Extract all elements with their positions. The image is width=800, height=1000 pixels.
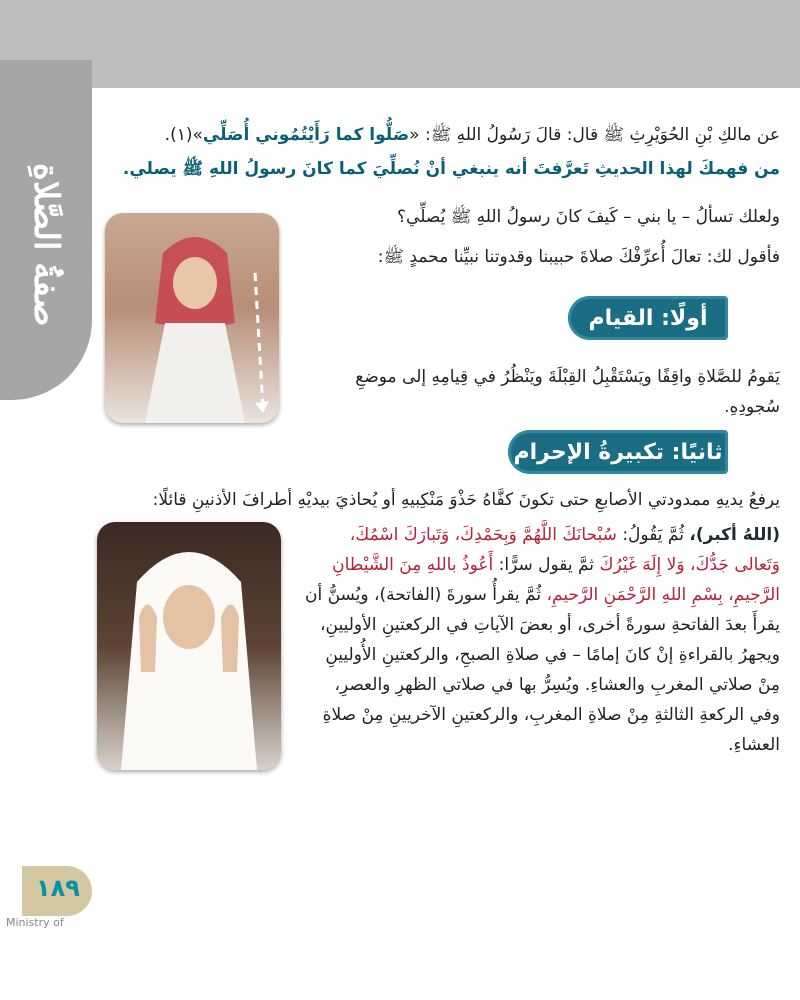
section1-title: أولًا: القيام (568, 296, 728, 340)
opening-dua: سُبْحانَكَ اللَّهُمَّ وَبِحَمْدِكَ، وَتَبارَكَ اسْمُكَ، وَتَعالى جَدُّكَ، وَلا إِلَهَ غَيْرُكَ (349, 525, 780, 575)
hadith-line (110, 120, 780, 150)
standing-boy-photo (105, 213, 279, 423)
section2-rest1: ثُمَّ يقرأُ سورةَ (الفاتحة)، ويُسنُّ أن يقرأَ بعدَ الفاتحةِ سورةً أخرى، أو بعضَ الآياتِ في الركعتينِ الأوليينِ، ويجهرُ بالقراءةِ إنْ كانَ إمامًا – في صلاةِ الصبحِ، والركعتينِ الأُوليينِ مِنْ صلاتي المغربِ والعشاءِ. (304, 585, 780, 695)
section2-rest2: ويُسِرُّ بها في صلاتي الظهرِ والعصرِ، وفي الركعةِ الثالثةِ مِنْ صلاةِ المغربِ، والركعتينِ الآخريينِ مِنْ صلاةِ العشاءِ. (322, 675, 780, 755)
section2-title: ثانيًا: تكبيرةُ الإحرام (508, 430, 728, 474)
istiadha-text: أَعُوذُ باللهِ مِنَ الشَّيْطانِ الرَّجيمِ، بِسْمِ اللهِ الرَّحْمَنِ الرَّحيمِ، (332, 555, 780, 605)
hadith-suffix: »(١). (164, 125, 203, 145)
hadith-quote: صَلُّوا كما رَأَيْتُمُوني أُصَلِّي (202, 125, 410, 145)
section2-line1: يرفعُ يديهِ ممدودتي الأصابعِ حتى تكونَ كفَّاهُ حَذْوَ مَنْكِبيهِ أو يُحاذيَ بيديْهِ أطرافَ الأذنينِ قائلًا: (152, 490, 780, 510)
header-band (0, 0, 800, 88)
thumma-text: ثُمَّ يَقُولُ: (622, 525, 684, 545)
takbir-text: (اللهُ أكبر)، (689, 525, 780, 545)
question-line: ولعلك تسألُ – يا بني – كَيفَ كانَ رسولُ اللهِ ﷺ يُصلِّي؟ (397, 207, 780, 227)
understanding-line: من فهمكَ لهذا الحديثِ تَعرَّفتَ أنه ينبغي أنْ نُصلِّيَ كما كانَ رسولُ اللهِ ﷺ يصلي. (122, 159, 780, 179)
answer-line: فأقول لك: تعالَ أُعرِّفْكَ صلاةَ حبيبنا وقدوتنا نبيِّنا محمدٍ ﷺ: (377, 247, 780, 267)
hadith-prefix: عن مالكِ بْنِ الحُوَيْرِثِ ﷺ قال: قالَ رَسُولُ اللهِ ﷺ: « (409, 125, 780, 145)
section1-text: يَقومُ للصَّلاةِ واقِفًا ويَسْتَقْبِلُ القِبْلَةَ ويَنْظُرُ في قِيامِهِ إلى موضعِ سُجودِهِ. (355, 367, 780, 417)
watermark-text: Ministry of (6, 916, 64, 929)
chapter-title: صفةُ الصَّلاةِ (26, 163, 66, 327)
page-number: ١٨٩ (36, 874, 80, 902)
then-secret-text: ثمَّ يقول سرًّا: (498, 555, 595, 575)
takbir-boy-photo (97, 522, 281, 770)
chapter-side-tab (0, 60, 92, 400)
page-number-badge (22, 866, 92, 916)
section2-body (300, 520, 780, 760)
